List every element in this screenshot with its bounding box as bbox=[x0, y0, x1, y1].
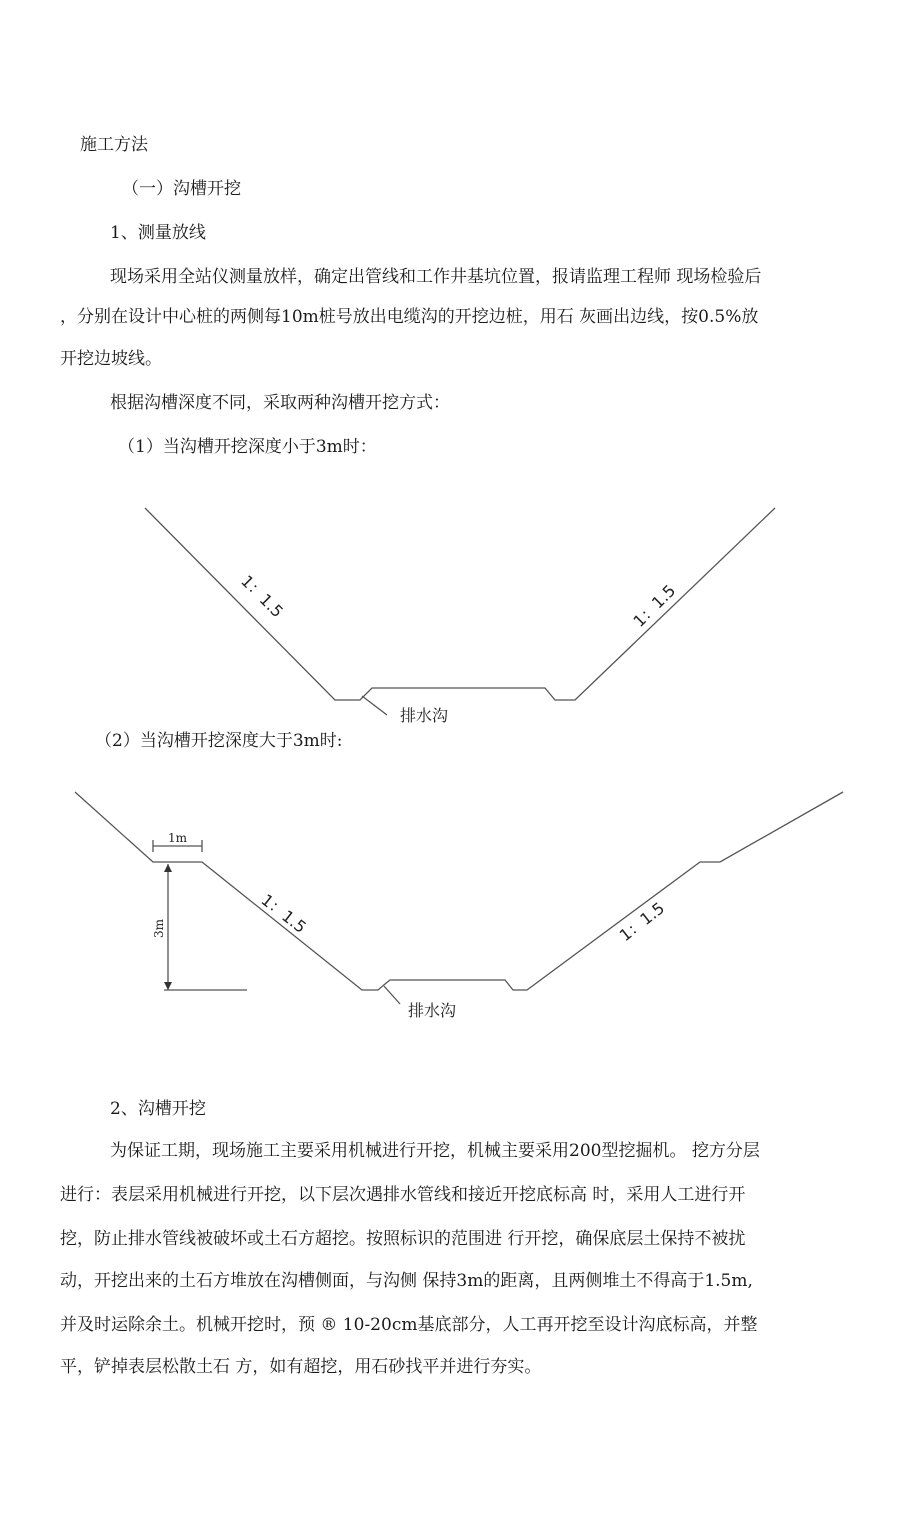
subsection-title-2: 2、沟槽开挖 bbox=[110, 1099, 206, 1119]
ditch-leader bbox=[384, 986, 400, 1004]
case-2-title: （2）当沟槽开挖深度大于3m时: bbox=[95, 731, 343, 751]
berm-width-label: 1m bbox=[168, 831, 188, 845]
paragraph-2: 根据沟槽深度不同，采取两种沟槽开挖方式： bbox=[110, 393, 450, 413]
paragraph-1-line: 开挖边坡线。 bbox=[60, 349, 162, 369]
subsection-title-1: 1、测量放线 bbox=[110, 223, 206, 243]
ditch-leader bbox=[362, 696, 387, 715]
paragraph-3-line: 平，铲掉表层松散土石 方，如有超挖，用石砂找平并进行夯实。 bbox=[60, 1357, 542, 1377]
case-1-title: （1）当沟槽开挖深度小于3m时： bbox=[118, 437, 377, 457]
height-dim-arrow bbox=[164, 982, 172, 990]
paragraph-3-line: 动，开挖出来的土石方堆放在沟槽侧面，与沟侧 保持3m的距离，且两侧堆土不得高于1.5m, bbox=[60, 1271, 753, 1291]
ditch-label: 排水沟 bbox=[400, 706, 449, 725]
section-title: （一）沟槽开挖 bbox=[122, 179, 241, 199]
trench-diagram-shallow bbox=[0, 490, 920, 750]
paragraph-3-line: 为保证工期，现场施工主要采用机械进行开挖，机械主要采用200型挖掘机。 挖方分层 bbox=[110, 1141, 760, 1161]
heading: 施工方法 bbox=[80, 135, 148, 155]
trench-profile bbox=[75, 792, 843, 990]
ditch-label: 排水沟 bbox=[408, 1001, 457, 1020]
paragraph-3-line: 并及时运除余土。机械开挖时，预 ® 10-20cm基底部分，人工再开挖至设计沟底标高，并整 bbox=[60, 1315, 758, 1335]
right-slope-label: 1：1.5 bbox=[615, 898, 669, 946]
paragraph-3-line: 挖，防止排水管线被破坏或土石方超挖。按照标识的范围进 行开挖，确保底层土保持不被扰 bbox=[60, 1229, 746, 1249]
height-dim-arrow bbox=[164, 864, 172, 872]
left-slope-label: 1：1.5 bbox=[237, 571, 288, 622]
trench-diagram-deep bbox=[0, 780, 920, 1040]
right-slope-label: 1：1.5 bbox=[629, 580, 680, 631]
left-slope-label: 1：1.5 bbox=[257, 890, 310, 937]
paragraph-1-line: ，分别在设计中心桩的两侧每10m桩号放出电缆沟的开挖边桩，用石 灰画出边线，按0.5%放 bbox=[60, 307, 759, 327]
trench-profile bbox=[145, 508, 775, 700]
paragraph-3-line: 进行：表层采用机械进行开挖，以下层次遇排水管线和接近开挖底标高 时，采用人工进行开 bbox=[60, 1185, 746, 1205]
berm-height-label: 3m bbox=[152, 918, 166, 938]
paragraph-1-line: 现场采用全站仪测量放样，确定出管线和工作井基坑位置，报请监理工程师 现场检验后 bbox=[110, 267, 762, 287]
